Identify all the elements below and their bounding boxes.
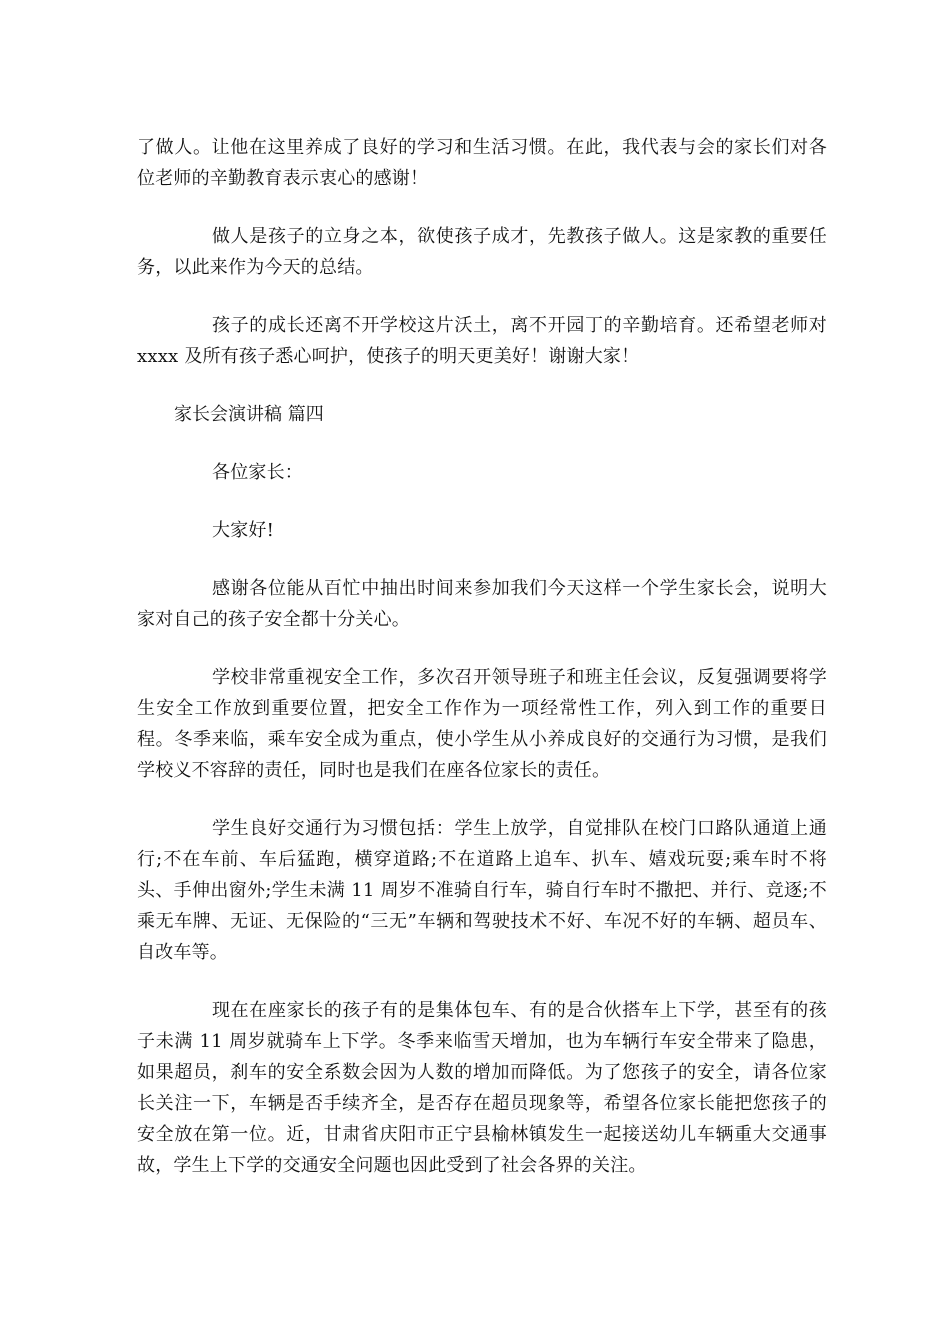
paragraph-traffic-habits: 学生良好交通行为习惯包括：学生上放学，自觉排队在校门口路队通道上通行;不在车前、车后猛跑，横穿道路;不在道路上追车、扒车、嬉戏玩耍;乘车时不将头、手伸出窗外;学生未满 11 周岁不准骑自行车，骑自行车时不撒把、并行、竞逐;不乘无车牌、无证、无保险的“三无”车辆和驾驶技术不好、车况不好的车辆、超员车、自改车等。	[137, 818, 827, 963]
greeting: 大家好!	[212, 520, 275, 541]
salutation: 各位家长：	[212, 462, 303, 483]
paragraph-vehicle-safety: 现在在座家长的孩子有的是集体包车、有的是合伙搭车上下学，甚至有的孩子未满 11 周岁就骑车上下学。冬季来临雪天增加，也为车辆行车安全带来了隐患，如果超员，刹车的安全系数会因为人数的增加而降低。为了您孩子的安全，请各位家长关注一下，车辆是否手续齐全，是否存在超员现象等，希望各位家长能把您孩子的安全放在第一位。近，甘肃省庆阳市正宁县榆林镇发生一起接送幼儿车辆重大交通事故，学生上下学的交通安全问题也因此受到了社会各界的关注。	[137, 1000, 827, 1176]
document-body	[137, 132, 827, 1208]
section-heading: 家长会演讲稿 篇四	[174, 404, 324, 425]
paragraph-continuation: 了做人。让他在这里养成了良好的学习和生活习惯。在此，我代表与会的家长们对各位老师的辛勤教育表示衷心的感谢！	[137, 137, 827, 189]
paragraph-school-safety: 学校非常重视安全工作，多次召开领导班子和班主任会议，反复强调要将学生安全工作放到重要位置，把安全工作作为一项经常性工作，列入到工作的重要日程。冬季来临，乘车安全成为重点，使小学生从小养成良好的交通行为习惯，是我们学校义不容辞的责任，同时也是我们在座各位家长的责任。	[137, 667, 827, 781]
paragraph-summary: 做人是孩子的立身之本，欲使孩子成才，先教孩子做人。这是家教的重要任务，以此来作为今天的总结。	[137, 226, 827, 278]
paragraph-thanks: 孩子的成长还离不开学校这片沃土，离不开园丁的辛勤培育。还希望老师对 xxxx 及所有孩子悉心呵护，使孩子的明天更美好！谢谢大家！	[137, 315, 827, 367]
paragraph-intro: 感谢各位能从百忙中抽出时间来参加我们今天这样一个学生家长会，说明大家对自己的孩子安全都十分关心。	[137, 578, 827, 630]
